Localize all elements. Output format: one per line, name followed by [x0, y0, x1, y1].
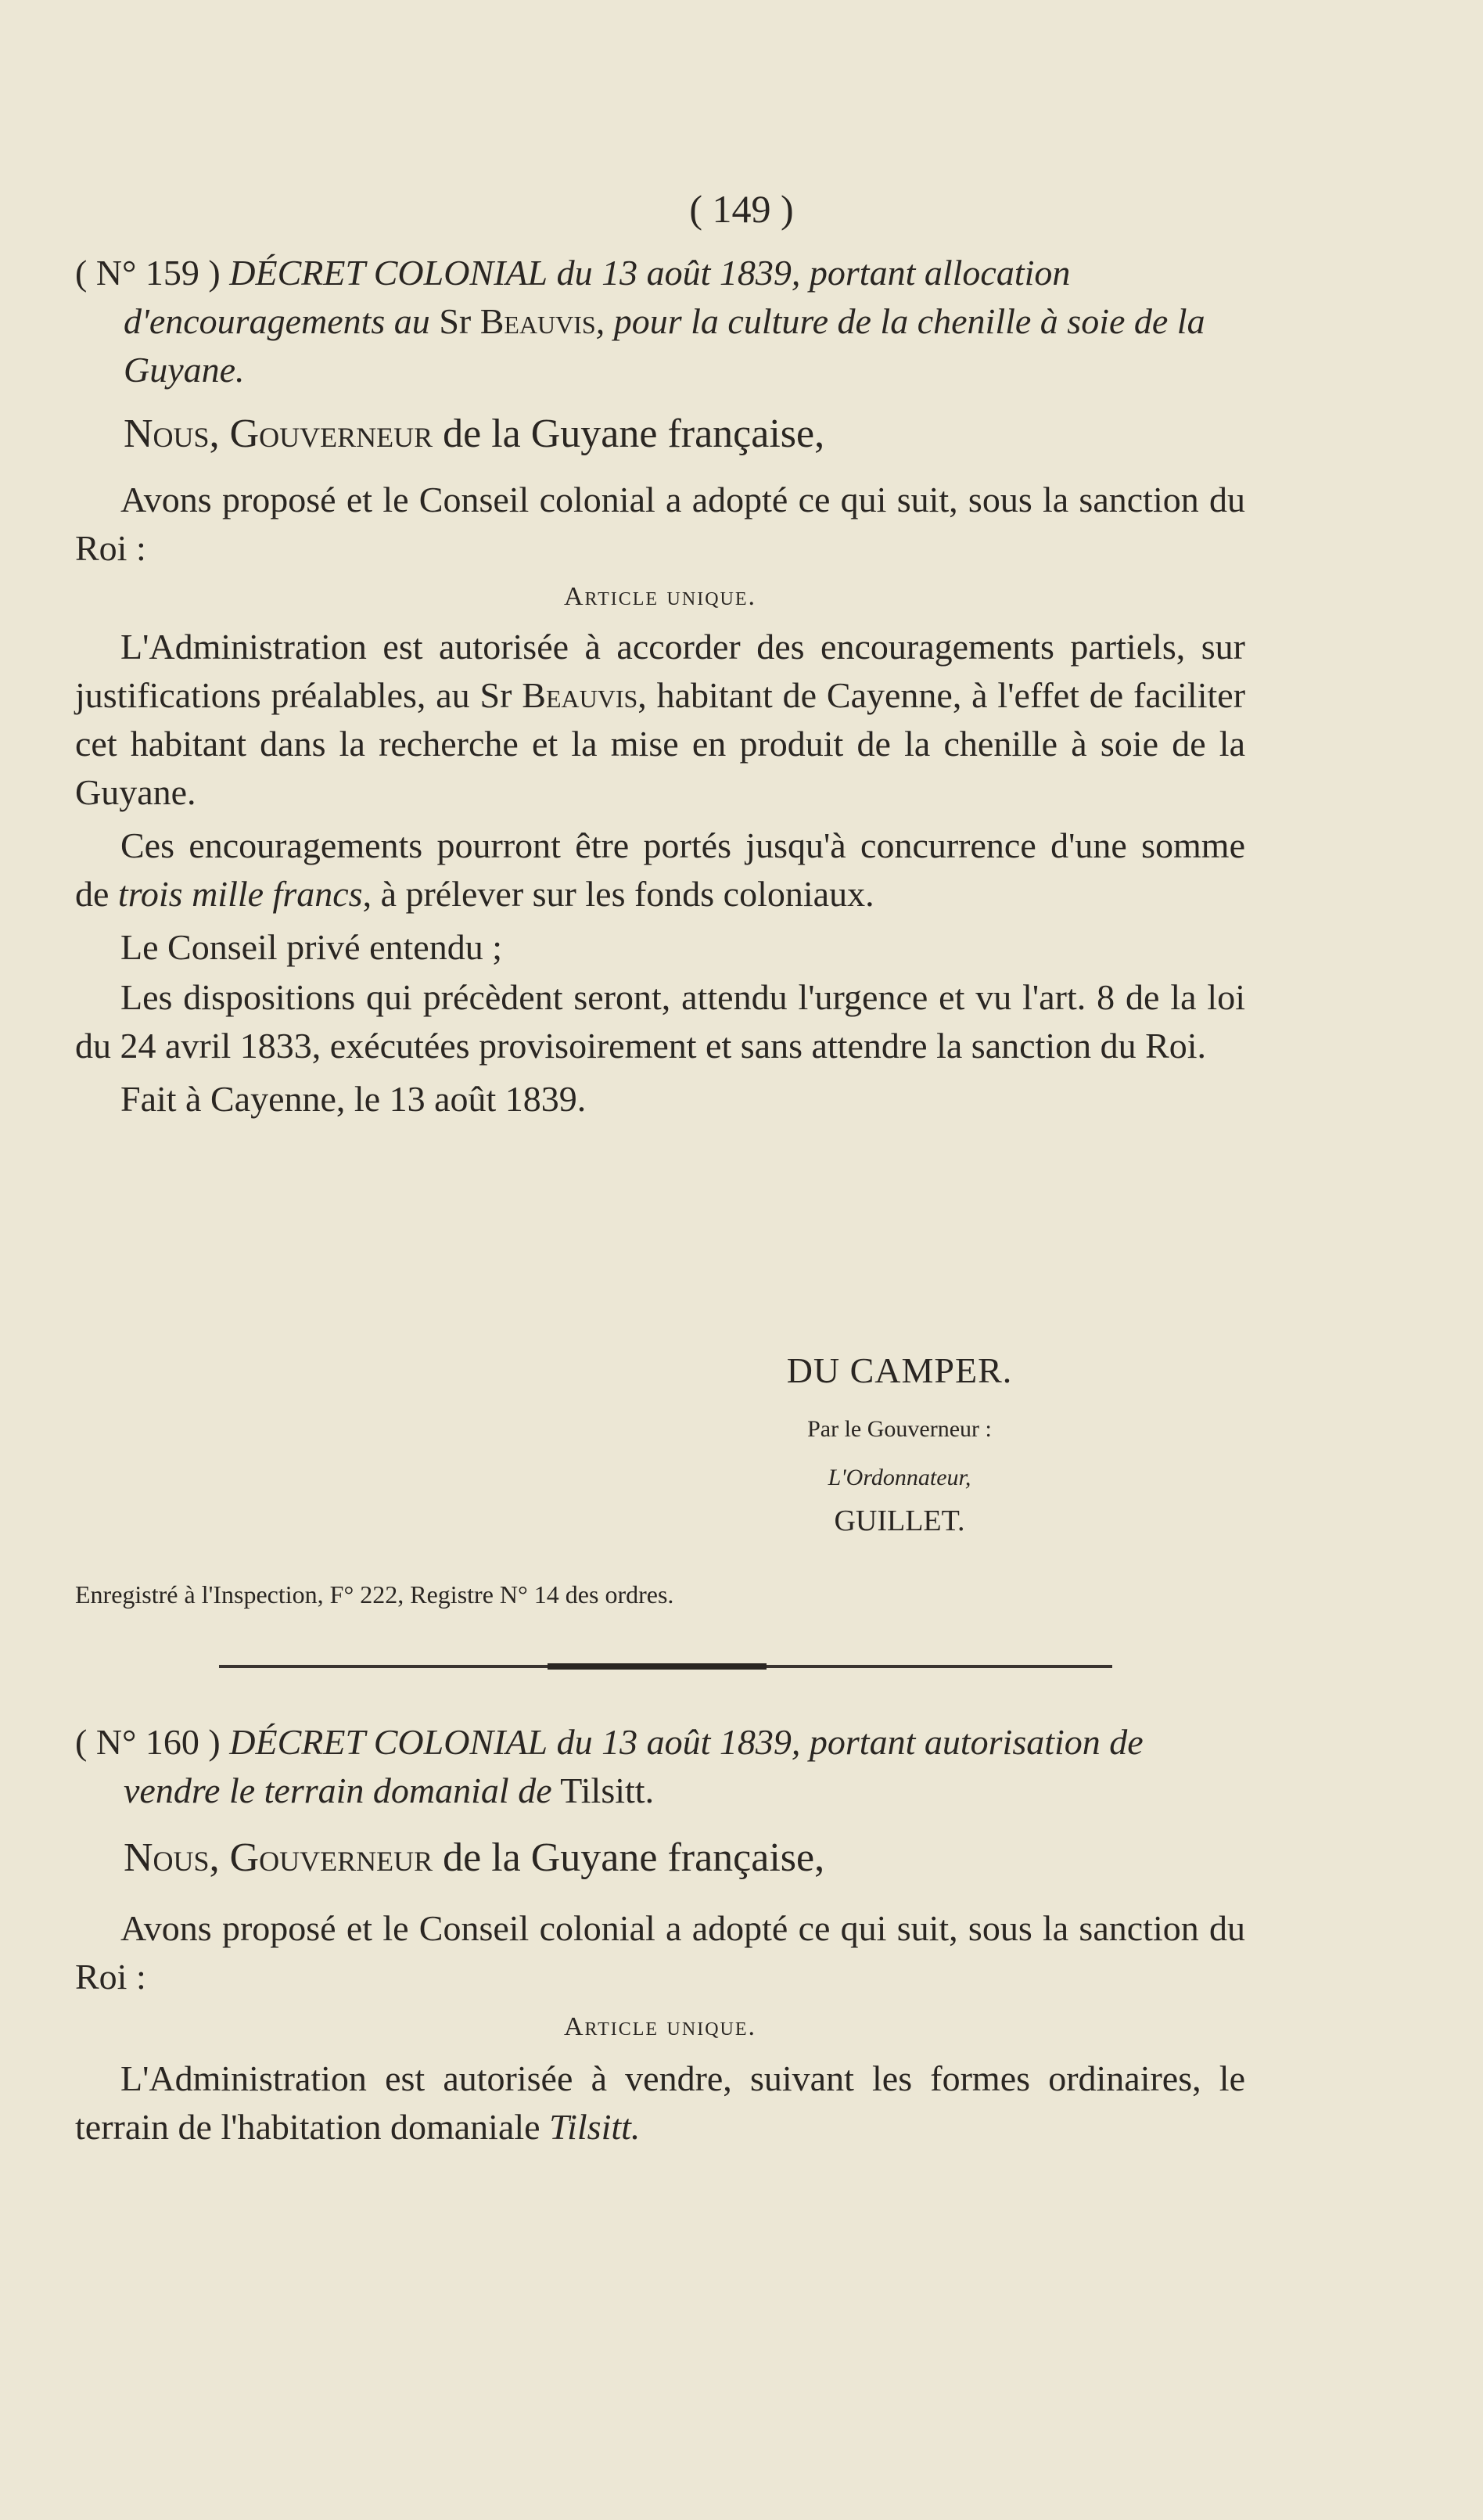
- decree-159-fait: Fait à Cayenne, le 13 août 1839.: [120, 1079, 587, 1119]
- decree-159-article-p2: [75, 821, 1245, 918]
- decree-159-date: du 13 août 1839,: [556, 253, 801, 293]
- greeting-rest: de la Guyane française,: [443, 412, 825, 456]
- article-p1-sieur: Sr: [479, 675, 512, 715]
- signer-name: DU CAMPER.: [786, 1350, 1013, 1390]
- guillet: GUILLET.: [834, 1504, 965, 1537]
- decree-160-preamble: Avons proposé et le Conseil colonial a adopté ce qui suit, sous la sanction du Roi :: [75, 1908, 1245, 1997]
- signature-block: [735, 1346, 1064, 1543]
- article-p2-b: , à prélever sur les fonds coloniaux.: [362, 874, 874, 914]
- separator-rule-center: [548, 1663, 767, 1670]
- decree-159-subject: portant allocation d'encouragements au: [124, 253, 1071, 341]
- decree-159-conseil: Le Conseil privé entendu ;: [120, 927, 502, 967]
- decree-159-title-tail: , pour la culture de la chenille à soie de la Guyane.: [124, 301, 1205, 390]
- ordonnateur: L'Ordonnateur,: [828, 1465, 971, 1490]
- decree-160-article-place: Tilsitt.: [549, 2107, 641, 2147]
- registration-note: Enregistré à l'Inspection, F° 222, Registre N° 14 des ordres.: [75, 1580, 674, 1609]
- decree-159-article-heading: Article unique.: [563, 582, 757, 611]
- decree-160-greeting: Nous, Gouverneur de la Guyane française,: [124, 1835, 825, 1880]
- article-p1-b: , habitant de Cayenne, à l'effet de faciliter cet habitant dans la recherche et la mise en produit de la chenille à soie de la Guyane.: [75, 675, 1246, 812]
- decree-160-title: DÉCRET COLONIAL: [229, 1722, 548, 1762]
- decree-159: [75, 249, 1245, 1123]
- decree-159-preamble: Avons proposé et le Conseil colonial a adopté ce qui suit, sous la sanction du Roi :: [75, 480, 1245, 568]
- greeting-nous: Nous: [124, 412, 210, 456]
- article-p2-a: Ces encouragements pourront être portés jusqu'à concurrence d'une somme de: [75, 825, 1245, 914]
- greeting-gouverneur: Gouverneur: [229, 1835, 433, 1880]
- decree-159-sieur: Sr: [439, 301, 472, 341]
- decree-160-subject: portant autorisation de vendre le terrain domanial de: [124, 1722, 1144, 1810]
- decree-159-name: Beauvis: [479, 301, 596, 341]
- greeting-gouverneur: Gouverneur: [229, 412, 433, 456]
- article-p2-amount: trois mille francs: [117, 874, 363, 914]
- decree-159-article-p1: [75, 623, 1245, 817]
- greeting-nous: Nous: [124, 1835, 210, 1880]
- decree-159-dispositions: Les dispositions qui précèdent seront, attendu l'urgence et vu l'art. 8 de la loi du 24 avril 1833, exécutées provisoirement et sans attendre la sanction du Roi.: [75, 977, 1245, 1066]
- greeting-rest: de la Guyane française,: [443, 1835, 825, 1880]
- decree-160-article-text: L'Administration est autorisée à vendre, suivant les formes ordinaires, le terrain de l'habitation domaniale: [75, 2058, 1245, 2147]
- decree-160-heading: [75, 1718, 1245, 1815]
- decree-159-number: ( N° 159 ): [75, 253, 221, 293]
- decree-159-title: DÉCRET COLONIAL: [229, 253, 548, 293]
- decree-160: [75, 1718, 1245, 2152]
- page-number: ( 149 ): [689, 187, 794, 231]
- decree-160-date: du 13 août 1839,: [556, 1722, 801, 1762]
- decree-159-greeting: Nous, Gouverneur de la Guyane française,: [124, 412, 825, 456]
- article-p1-name: Beauvis: [522, 675, 638, 715]
- decree-160-article-heading: Article unique.: [563, 2012, 757, 2041]
- article-p1-a: L'Administration est autorisée à accorder des encouragements partiels, sur justifications préalables, au: [75, 627, 1245, 715]
- par-le-gouverneur: Par le Gouverneur :: [807, 1416, 992, 1442]
- decree-159-heading: [75, 249, 1245, 394]
- decree-160-article: [75, 2054, 1245, 2152]
- decree-160-place: Tilsitt.: [560, 1770, 655, 1810]
- decree-160-number: ( N° 160 ): [75, 1722, 221, 1762]
